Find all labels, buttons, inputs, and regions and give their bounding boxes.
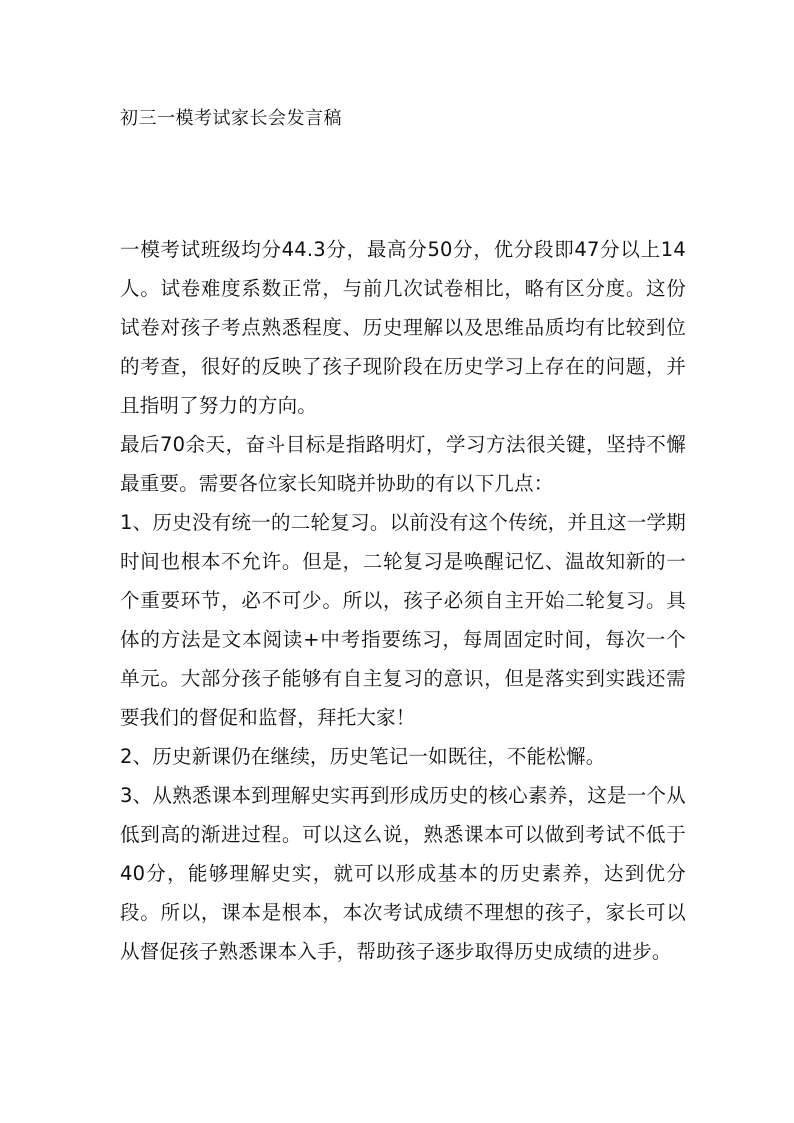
paragraph-exam-summary: 一模考试班级均分44.3分，最高分50分，优分段即47分以上14人。试卷难度系数正常，与前几次试卷相比，略有区分度。这份试卷对孩子考点熟悉程度、历史理解以及思维品质均有比较到位的考查，很好的反映了孩子现阶段在历史学习上存在的问题，并且指明了努力的方向。 xyxy=(120,238,686,417)
paragraph-point-1: 1、历史没有统一的二轮复习。以前没有这个传统，并且这一学期时间也根本不允许。但是，二轮复习是唤醒记忆、温故知新的一个重要环节，必不可少。所以，孩子必须自主开始二轮复习。具体的方法是文本阅读+中考指要练习，每周固定时间，每次一个单元。大部分孩子能够有自主复习的意识，但是落实到实践还需要我们的督促和监督，拜托大家！ xyxy=(120,511,686,729)
document-title: 初三一模考试家长会发言稿 xyxy=(120,108,342,129)
document-body xyxy=(120,230,686,971)
paragraph-point-3: 3、从熟悉课本到理解史实再到形成历史的核心素养，这是一个从低到高的渐进过程。可以这么说，熟悉课本可以做到考试不低于40分，能够理解史实，就可以形成基本的历史素养，达到优分段。所以，课本是根本，本次考试成绩不理想的孩子，家长可以从督促孩子熟悉课本入手，帮助孩子逐步取得历史成绩的进步。 xyxy=(120,784,686,963)
paragraph-point-2: 2、历史新课仍在继续，历史笔记一如既往，不能松懈。 xyxy=(120,745,606,768)
paragraph-final-days: 最后70余天，奋斗目标是指路明灯，学习方法很关键，坚持不懈最重要。需要各位家长知晓并协助的有以下几点： xyxy=(120,433,686,495)
